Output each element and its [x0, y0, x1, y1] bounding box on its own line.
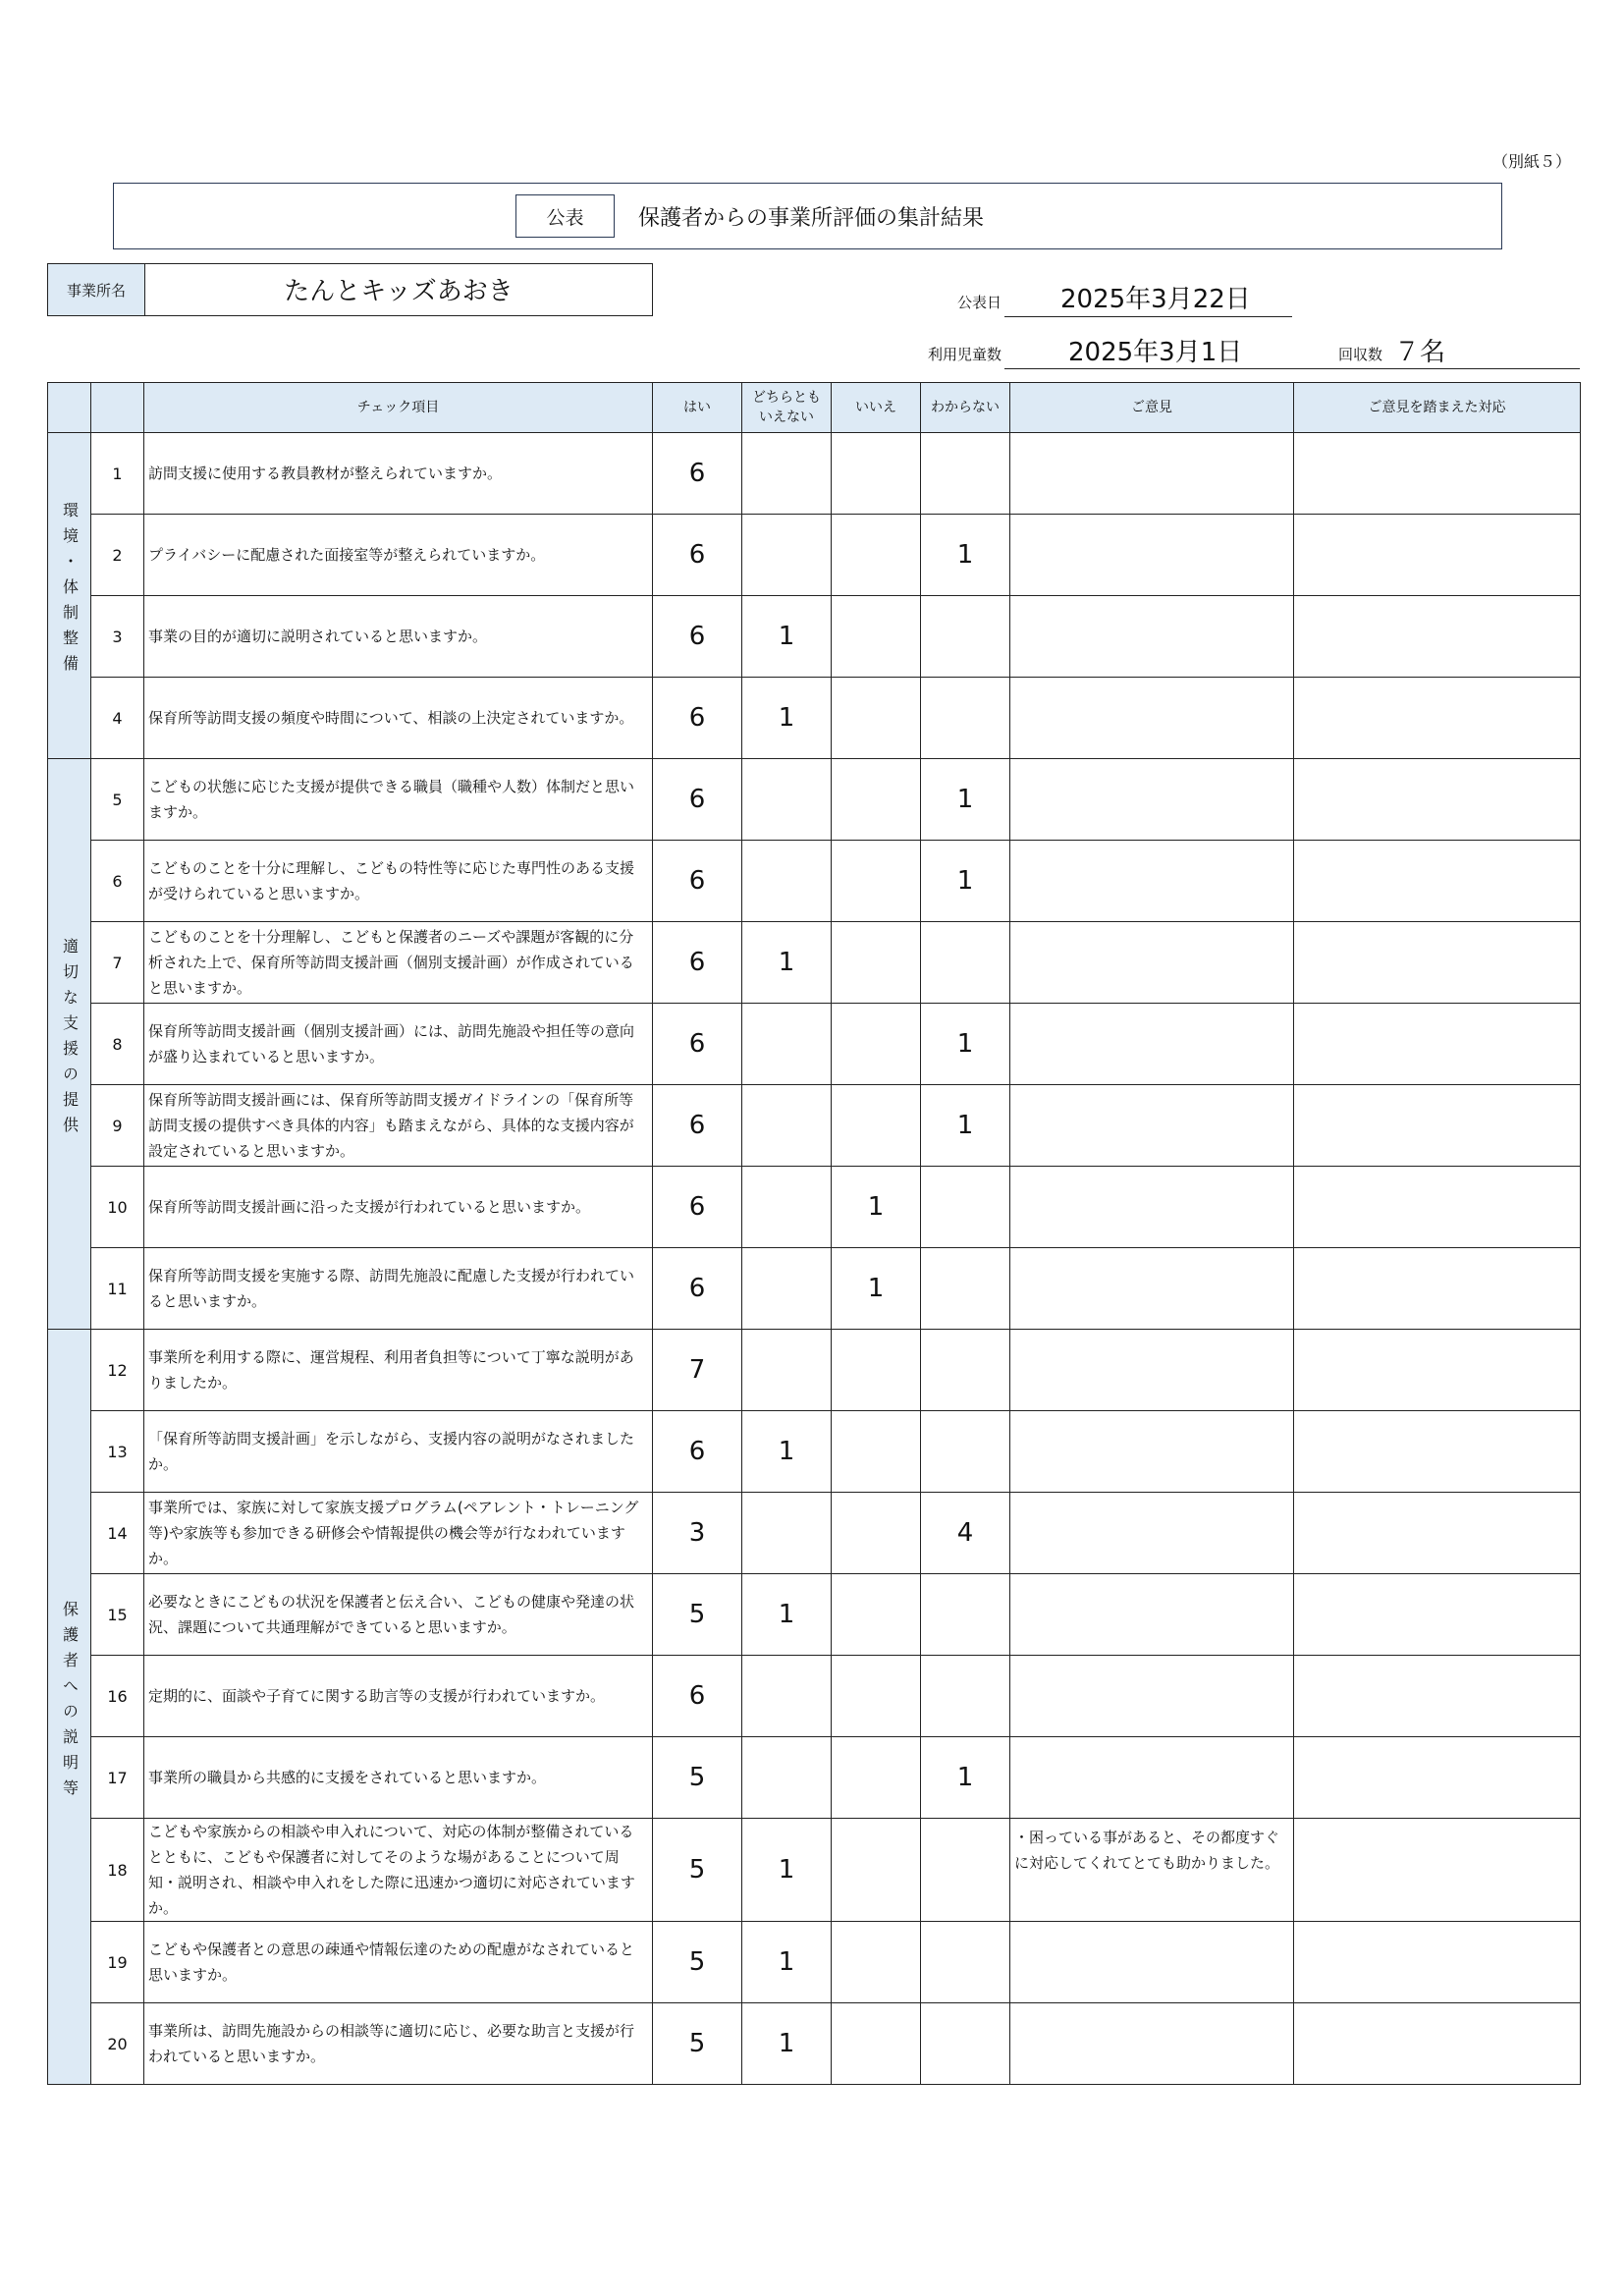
row-number: 13: [91, 1411, 144, 1493]
table-row: [48, 1167, 1581, 1248]
count-no: [832, 841, 921, 922]
count-yes: 5: [653, 1737, 742, 1819]
count-unknown: 1: [921, 759, 1010, 841]
count-yes: 6: [653, 678, 742, 759]
response-cell: [1294, 596, 1581, 678]
count-unknown: 1: [921, 841, 1010, 922]
response-cell: [1294, 1493, 1581, 1574]
office-name: たんとキッズあおき: [284, 276, 514, 306]
opinion-text: [1014, 596, 1289, 602]
table-row: [48, 759, 1581, 841]
count-neither: 1: [742, 678, 832, 759]
count-no: [832, 1330, 921, 1411]
check-item: こどもや保護者との意思の疎通や情報伝達のための配慮がなされていると思いますか。: [144, 1922, 653, 2003]
count-yes: 6: [653, 922, 742, 1004]
check-item: 「保育所等訪問支援計画」を示しながら、支援内容の説明がなされましたか。: [144, 1411, 653, 1493]
count-no: [832, 1493, 921, 1574]
response-cell: [1294, 1330, 1581, 1411]
count-unknown: [921, 1248, 1010, 1330]
table-row: [48, 678, 1581, 759]
row-number: 6: [91, 841, 144, 922]
header-neither-line1: どちらとも: [752, 389, 821, 406]
table-row: [48, 1656, 1581, 1737]
check-item: 事業の目的が適切に説明されていると思いますか。: [144, 596, 653, 678]
count-yes: 6: [653, 515, 742, 596]
count-yes: 5: [653, 1574, 742, 1656]
count-yes: 6: [653, 1248, 742, 1330]
check-item: 保育所等訪問支援計画（個別支援計画）には、訪問先施設や担任等の意向が盛り込まれていると思いますか。: [144, 1004, 653, 1085]
count-neither: [742, 1737, 832, 1819]
opinion-text: [1014, 515, 1289, 520]
table-row: [48, 1922, 1581, 2003]
publish-date-underline: [1004, 316, 1292, 317]
count-neither: 1: [742, 596, 832, 678]
table-row: [48, 922, 1581, 1004]
count-neither: [742, 515, 832, 596]
response-cell: [1294, 1411, 1581, 1493]
count-neither: [742, 1004, 832, 1085]
count-no: [832, 1656, 921, 1737]
row-number: 20: [91, 2003, 144, 2085]
count-unknown: [921, 433, 1010, 515]
table-row: [48, 1737, 1581, 1819]
count-no: [832, 922, 921, 1004]
header-category: [48, 383, 91, 433]
category-label: 適切な支援の提供: [60, 937, 80, 1142]
table-header-row: [48, 383, 1581, 433]
office-label: 事業所名: [48, 264, 145, 315]
response-cell: [1294, 2003, 1581, 2085]
count-neither: [742, 433, 832, 515]
opinion-text: ・困っている事があると、その都度すぐに対応してくれてとても助かりました。: [1014, 1829, 1280, 1872]
check-item: こどもの状態に応じた支援が提供できる職員（職種や人数）体制だと思いますか。: [144, 759, 653, 841]
opinion-text: [1014, 1574, 1289, 1580]
row-number: 7: [91, 922, 144, 1004]
count-no: [832, 1085, 921, 1167]
response-cell: [1294, 1085, 1581, 1167]
row-number: 11: [91, 1248, 144, 1330]
category-cell: [48, 1330, 91, 2085]
table-row: [48, 2003, 1581, 2085]
row-number: 19: [91, 1922, 144, 2003]
table-row: [48, 596, 1581, 678]
opinion-text: [1014, 1737, 1289, 1743]
opinion-cell: [1010, 1819, 1294, 1922]
response-cell: [1294, 1574, 1581, 1656]
table-row: [48, 515, 1581, 596]
opinion-text: [1014, 1248, 1289, 1254]
opinion-text: [1014, 1922, 1289, 1928]
count-neither: [742, 1330, 832, 1411]
count-yes: 6: [653, 596, 742, 678]
count-unknown: [921, 2003, 1010, 2085]
header-unknown: わからない: [921, 383, 1010, 433]
count-no: [832, 1004, 921, 1085]
category-cell: [48, 759, 91, 1330]
response-cell: [1294, 1819, 1581, 1922]
row-number: 18: [91, 1819, 144, 1922]
response-cell: [1294, 759, 1581, 841]
opinion-text: [1014, 2003, 1289, 2009]
header-item: チェック項目: [144, 383, 653, 433]
count-no: [832, 1411, 921, 1493]
count-unknown: [921, 1330, 1010, 1411]
count-neither: [742, 1085, 832, 1167]
opinion-text: [1014, 759, 1289, 765]
count-unknown: 1: [921, 1085, 1010, 1167]
count-yes: 6: [653, 1656, 742, 1737]
response-cell: [1294, 922, 1581, 1004]
opinion-cell: [1010, 1574, 1294, 1656]
count-no: [832, 1922, 921, 2003]
count-no: [832, 515, 921, 596]
check-item: 保育所等訪問支援の頻度や時間について、相談の上決定されていますか。: [144, 678, 653, 759]
count-unknown: [921, 678, 1010, 759]
check-item: 必要なときにこどもの状況を保護者と伝え合い、こどもの健康や発達の状況、課題について共通理解ができていると思いますか。: [144, 1574, 653, 1656]
count-no: [832, 759, 921, 841]
count-yes: 6: [653, 433, 742, 515]
row-number: 2: [91, 515, 144, 596]
count-no: [832, 2003, 921, 2085]
check-item: 定期的に、面談や子育てに関する助言等の支援が行われていますか。: [144, 1656, 653, 1737]
count-neither: [742, 841, 832, 922]
count-unknown: [921, 1167, 1010, 1248]
count-neither: 1: [742, 1922, 832, 2003]
count-no: 1: [832, 1167, 921, 1248]
table-row: [48, 1330, 1581, 1411]
opinion-text: [1014, 678, 1289, 683]
opinion-cell: [1010, 759, 1294, 841]
count-no: [832, 596, 921, 678]
opinion-cell: [1010, 1922, 1294, 2003]
count-unknown: [921, 596, 1010, 678]
page-title: 保護者からの事業所評価の集計結果: [638, 206, 985, 231]
response-cell: [1294, 1167, 1581, 1248]
check-item: 事業所の職員から共感的に支援をされていると思いますか。: [144, 1737, 653, 1819]
opinion-cell: [1010, 433, 1294, 515]
response-cell: [1294, 433, 1581, 515]
check-item: 事業所を利用する際に、運営規程、利用者負担等について丁寧な説明がありましたか。: [144, 1330, 653, 1411]
response-cell: [1294, 1656, 1581, 1737]
count-no: 1: [832, 1248, 921, 1330]
row-number: 16: [91, 1656, 144, 1737]
table-row: [48, 841, 1581, 922]
opinion-text: [1014, 1167, 1289, 1173]
count-yes: 6: [653, 759, 742, 841]
row-number: 9: [91, 1085, 144, 1167]
count-unknown: [921, 1819, 1010, 1922]
table-row: [48, 433, 1581, 515]
header-neither-line2: いえない: [759, 410, 814, 425]
count-neither: [742, 1248, 832, 1330]
row-number: 17: [91, 1737, 144, 1819]
count-no: [832, 1574, 921, 1656]
opinion-cell: [1010, 1330, 1294, 1411]
table-row: [48, 1574, 1581, 1656]
opinion-cell: [1010, 841, 1294, 922]
table-row: [48, 1819, 1581, 1922]
category-label: 保護者への説明等: [60, 1600, 80, 1805]
opinion-cell: [1010, 678, 1294, 759]
response-cell: [1294, 515, 1581, 596]
count-yes: 3: [653, 1493, 742, 1574]
opinion-cell: [1010, 1248, 1294, 1330]
header-neither: [742, 383, 832, 433]
row-number: 1: [91, 433, 144, 515]
response-cell: [1294, 841, 1581, 922]
check-item: こどものことを十分に理解し、こどもの特性等に応じた専門性のある支援が受けられていると思いますか。: [144, 841, 653, 922]
opinion-cell: [1010, 2003, 1294, 2085]
count-unknown: 1: [921, 515, 1010, 596]
count-unknown: [921, 1922, 1010, 2003]
opinion-cell: [1010, 1656, 1294, 1737]
row-number: 12: [91, 1330, 144, 1411]
count-neither: [742, 1167, 832, 1248]
count-yes: 6: [653, 1004, 742, 1085]
opinion-cell: [1010, 1167, 1294, 1248]
opinion-cell: [1010, 922, 1294, 1004]
count-neither: [742, 759, 832, 841]
check-item: 保育所等訪問支援計画には、保育所等訪問支援ガイドラインの「保育所等訪問支援の提供すべき具体的内容」も踏まえながら、具体的な支援内容が設定されていると思いますか。: [144, 1085, 653, 1167]
row-number: 5: [91, 759, 144, 841]
collected-value: ７名: [1394, 338, 1446, 367]
check-item: 保育所等訪問支援を実施する際、訪問先施設に配慮した支援が行われていると思いますか。: [144, 1248, 653, 1330]
response-cell: [1294, 1922, 1581, 2003]
check-item: こどもや家族からの相談や申入れについて、対応の体制が整備されているとともに、こどもや保護者に対してそのような場があることについて周知・説明され、相談や申入れをした際に迅速かつ適切に対応されていますか。: [144, 1819, 653, 1922]
count-no: [832, 1819, 921, 1922]
response-cell: [1294, 678, 1581, 759]
count-unknown: [921, 1411, 1010, 1493]
response-cell: [1294, 1004, 1581, 1085]
opinion-cell: [1010, 1493, 1294, 1574]
users-underline: [1004, 368, 1580, 369]
row-number: 10: [91, 1167, 144, 1248]
opinion-text: [1014, 1085, 1289, 1091]
row-number: 8: [91, 1004, 144, 1085]
count-yes: 6: [653, 1411, 742, 1493]
count-unknown: [921, 1656, 1010, 1737]
count-yes: 6: [653, 841, 742, 922]
row-number: 3: [91, 596, 144, 678]
opinion-text: [1014, 841, 1289, 847]
check-item: 訪問支援に使用する教員教材が整えられていますか。: [144, 433, 653, 515]
office-name-box: [47, 263, 653, 316]
count-yes: 7: [653, 1330, 742, 1411]
count-neither: [742, 1656, 832, 1737]
count-neither: 1: [742, 922, 832, 1004]
category-cell: [48, 433, 91, 759]
header-response: ご意見を踏まえた対応: [1294, 383, 1581, 433]
count-no: [832, 433, 921, 515]
collected-label: 回収数: [1338, 346, 1383, 363]
response-cell: [1294, 1737, 1581, 1819]
header-opinion: ご意見: [1010, 383, 1294, 433]
publish-date-value: 2025年3月22日: [1060, 285, 1251, 314]
count-neither: 1: [742, 2003, 832, 2085]
category-label: 環境・体制整備: [60, 502, 80, 681]
count-yes: 6: [653, 1167, 742, 1248]
table-row: [48, 1085, 1581, 1167]
count-neither: 1: [742, 1411, 832, 1493]
row-number: 15: [91, 1574, 144, 1656]
table-row: [48, 1493, 1581, 1574]
count-neither: [742, 1493, 832, 1574]
header-yes: はい: [653, 383, 742, 433]
count-no: [832, 1737, 921, 1819]
opinion-text: [1014, 1493, 1289, 1499]
annex-label: （別紙５）: [1492, 152, 1572, 171]
opinion-cell: [1010, 1004, 1294, 1085]
count-unknown: 1: [921, 1004, 1010, 1085]
count-neither: 1: [742, 1819, 832, 1922]
check-item: 事業所では、家族に対して家族支援プログラム(ペアレント・トレーニング等)や家族等も参加できる研修会や情報提供の機会等が行なわれていますか。: [144, 1493, 653, 1574]
users-value: 2025年3月1日: [1068, 338, 1243, 367]
opinion-text: [1014, 922, 1289, 928]
opinion-cell: [1010, 1737, 1294, 1819]
opinion-text: [1014, 1330, 1289, 1336]
opinion-cell: [1010, 596, 1294, 678]
header-number: [91, 383, 144, 433]
opinion-text: [1014, 1004, 1289, 1010]
check-item: こどものことを十分理解し、こどもと保護者のニーズや課題が客観的に分析された上で、保育所等訪問支援計画（個別支援計画）が作成されていると思いますか。: [144, 922, 653, 1004]
count-unknown: 1: [921, 1737, 1010, 1819]
count-neither: 1: [742, 1574, 832, 1656]
count-yes: 5: [653, 1922, 742, 2003]
opinion-cell: [1010, 1411, 1294, 1493]
table-row: [48, 1411, 1581, 1493]
count-unknown: [921, 1574, 1010, 1656]
count-yes: 5: [653, 2003, 742, 2085]
evaluation-table: [47, 382, 1581, 2085]
opinion-cell: [1010, 515, 1294, 596]
table-row: [48, 1248, 1581, 1330]
opinion-text: [1014, 1656, 1289, 1662]
header-no: いいえ: [832, 383, 921, 433]
table-row: [48, 1004, 1581, 1085]
check-item: プライバシーに配慮された面接室等が整えられていますか。: [144, 515, 653, 596]
users-label: 利用児童数: [928, 346, 1002, 363]
row-number: 14: [91, 1493, 144, 1574]
check-item: 事業所は、訪問先施設からの相談等に適切に応じ、必要な助言と支援が行われていると思いますか。: [144, 2003, 653, 2085]
count-yes: 6: [653, 1085, 742, 1167]
count-unknown: 4: [921, 1493, 1010, 1574]
publish-badge: 公表: [515, 194, 615, 238]
row-number: 4: [91, 678, 144, 759]
count-yes: 5: [653, 1819, 742, 1922]
count-unknown: [921, 922, 1010, 1004]
opinion-text: [1014, 1411, 1289, 1417]
check-item: 保育所等訪問支援計画に沿った支援が行われていると思いますか。: [144, 1167, 653, 1248]
opinion-cell: [1010, 1085, 1294, 1167]
count-no: [832, 678, 921, 759]
publish-date-label: 公表日: [957, 294, 1002, 311]
response-cell: [1294, 1248, 1581, 1330]
opinion-text: [1014, 433, 1289, 439]
